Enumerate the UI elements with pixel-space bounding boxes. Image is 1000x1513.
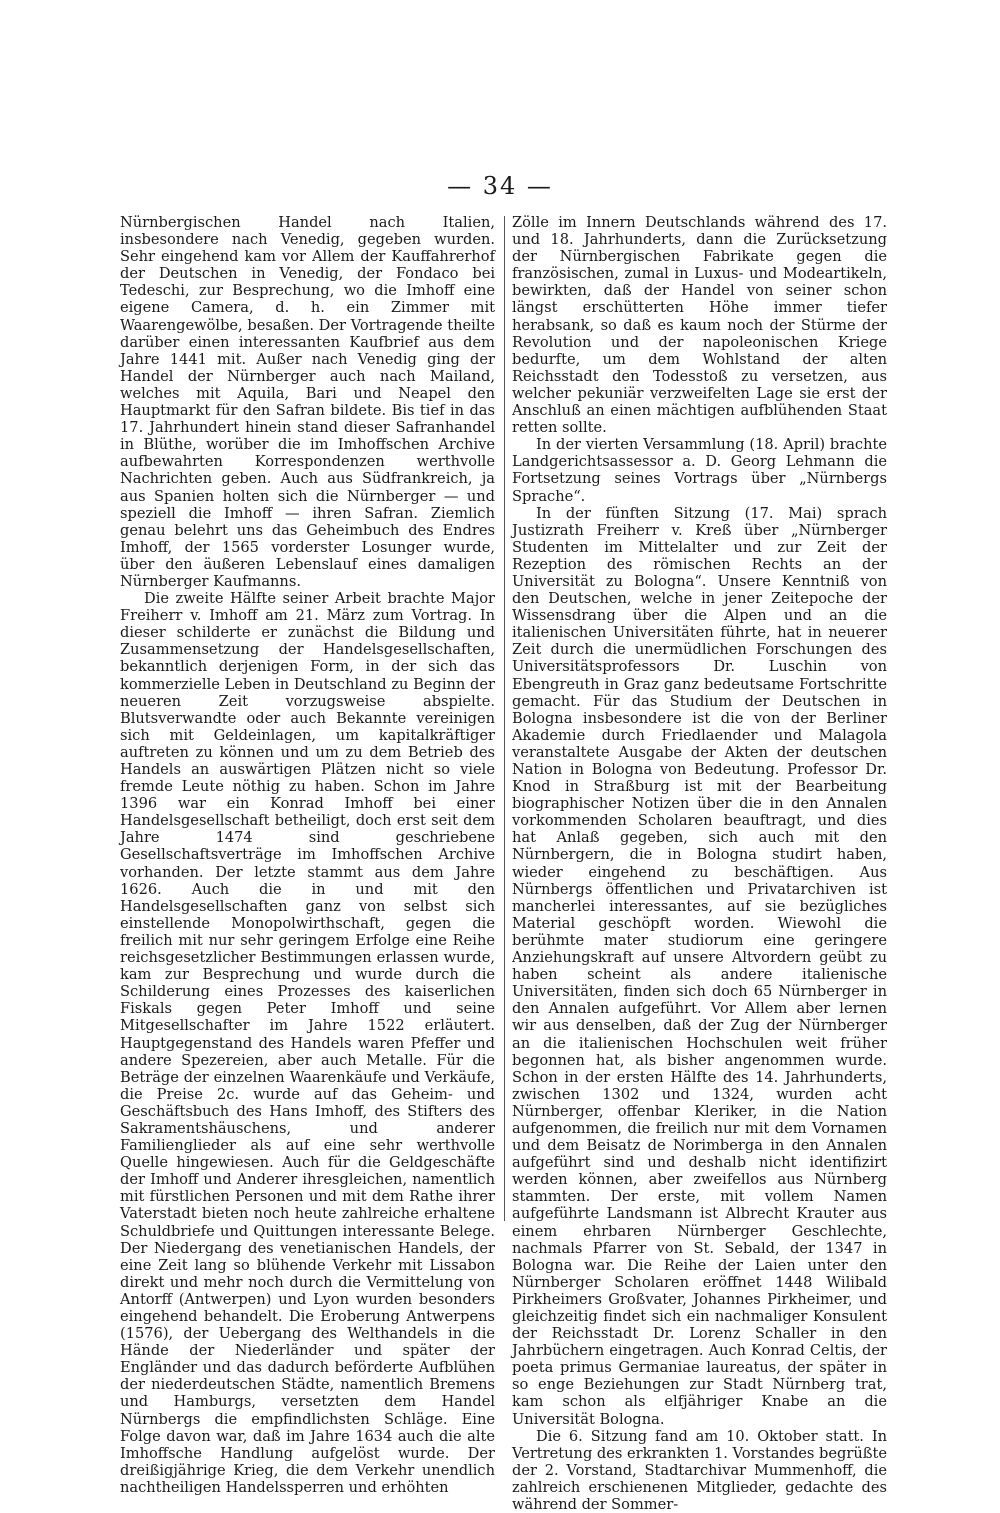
column-divider	[504, 216, 505, 1221]
right-paragraph-3: In der fünften Sitzung (17. Mai) sprach Justizrath Freiherr v. Kreß über „Nürnberger Studenten im Mittelalter und zur Zeit der Rezeption des römischen Rechts an der Universität zu Bologna“. Unsere Kenntniß von den Deutschen, welche in jener Zeitepoche der Wissensdrang über die Alpen und an die italienischen Universitäten führte, hat in neuerer Zeit durch die unermüdlichen Forschungen des Universitätsprofessors Dr. Luschin von Ebengreuth in Graz ganz bedeutsame Fortschritte gemacht. Für das Studium der Deutschen in Bologna insbesondere ist die von der Berliner Akademie durch Friedlaender und Malagola veranstaltete Ausgabe der Akten der deutschen Nation in Bologna von Bedeutung. Professor Dr. Knod in Straßburg ist mit der Bearbeitung biographischer Notizen über die in den Annalen vorkommenden Scholaren beauftragt, und dies hat Anlaß gegeben, sich auch mit den Nürnbergern, die in Bologna studirt haben, wieder eingehend zu beschäftigen. Aus Nürnbergs öffentlichen und Privatarchiven ist mancherlei interessantes, auf sie bezügliches Material geschöpft worden. Wiewohl die berühmte mater studiorum eine geringere Anziehungskraft auf unsere Altvordern geübt zu haben scheint als andere italienische Universitäten, finden sich doch 65 Nürnberger in den Annalen aufgeführt. Vor Allem aber lernen wir aus denselben, daß der Zug der Nürnberger an die italienischen Hochschulen weit früher begonnen hat, als bisher angenommen wurde. Schon in der ersten Hälfte des 14. Jahrhunderts, zwischen 1302 und 1324, wurden acht Nürnberger, offenbar Kleriker, in die Nation aufgenommen, die freilich nur mit dem Vornamen und dem Beisatz de Norimberga in den Annalen aufgeführt sind und deshalb nicht identifizirt werden können, aber zweifellos aus Nürnberg stammten. Der erste, mit vollem Namen aufgeführte Landsmann ist Albrecht Krauter aus einem ehrbaren Nürnberger Geschlechte, nachmals Pfarrer von St. Sebald, der 1347 in Bologna war. Die Reihe der Laien unter den Nürnberger Scholaren eröffnet 1448 Wilibald Pirkheimers Großvater, Johannes Pirkheimer, und gleichzeitig findet sich ein nachmaliger Konsulent der Reichsstadt Dr. Lorenz Schaller in den Jahrbüchern eingetragen. Auch Konrad Celtis, der poeta primus Germaniae laureatus, der später in so enge Beziehungen zur Stadt Nürnberg trat, kam schon als elfjähriger Knabe an die Universität Bologna.	[512, 504, 887, 1428]
right-column	[512, 214, 887, 1513]
page-number: — 34 —	[447, 172, 553, 200]
left-paragraph-2: Die zweite Hälfte seiner Arbeit brachte Major Freiherr v. Imhoff am 21. März zum Vortrag. In dieser schilderte er zunächst die Bildung und Zusammensetzung der Handelsgesellschaften, bekanntlich derjenigen Form, in der sich das kommerzielle Leben in Deutschland zu Beginn der neueren Zeit vorzugsweise abspielte. Blutsverwandte oder auch Bekannte vereinigen sich mit Geldeinlagen, um kapitalkräftiger auftreten zu können und um zu dem Betrieb des Handels an auswärtigen Plätzen nicht so viele fremde Leute nöthig zu haben. Schon im Jahre 1396 war ein Konrad Imhoff bei einer Handelsgesellschaft betheiligt, doch erst seit dem Jahre 1474 sind geschriebene Gesellschaftsverträge im Imhoffschen Archive vorhanden. Der letzte stammt aus dem Jahre 1626. Auch die in und mit den Handelsgesellschaften ganz von selbst sich einstellende Monopolwirthschaft, gegen die freilich mit nur sehr geringem Erfolge eine Reihe reichsgesetzlicher Bestimmungen erlassen wurde, kam zur Besprechung und wurde durch die Schilderung eines Prozesses des kaiserlichen Fiskals gegen Peter Imhoff und seine Mitgesellschafter im Jahre 1522 erläutert. Hauptgegenstand des Handels waren Pfeffer und andere Spezereien, aber auch Metalle. Für die Beträge der einzelnen Waarenkäufe und Verkäufe, die Preise 2c. wurde auf das Geheim- und Geschäftsbuch des Hans Imhoff, des Stifters des Sakramentshäuschens, und anderer Familienglieder als auf eine sehr werthvolle Quelle hingewiesen. Auch für die Geldgeschäfte der Imhoff und Anderer ihresgleichen, namentlich mit fürstlichen Personen und mit dem Rathe ihrer Vaterstadt bieten noch heute zahlreiche erhaltene Schuldbriefe und Quittungen interessante Belege. Der Niedergang des venetianischen Handels, der eine Zeit lang so blühende Verkehr mit Lissabon direkt und mehr noch durch die Vermittelung von Antorff (Antwerpen) und Lyon wurden besonders eingehend behandelt. Die Eroberung Antwerpens (1576), der Uebergang des Welthandels in die Hände der Niederländer und später der Engländer und das dadurch beförderte Aufblühen der niederdeutschen Städte, namentlich Bremens und Hamburgs, versetzten dem Handel Nürnbergs die empfindlichsten Schläge. Eine Folge davon war, daß im Jahre 1634 auch die alte Imhoffsche Handlung aufgelöst wurde. Der dreißigjährige Krieg, die dem Verkehr unendlich nachtheiligen Handelssperren und erhöhten	[120, 590, 495, 1496]
left-paragraph-1: Nürnbergischen Handel nach Italien, insbesondere nach Venedig, gegeben wurden. Sehr eingehend kam vor Allem der Kauffahrerhof der Deutschen in Venedig, der Fondaco bei Tedeschi, zur Besprechung, wo die Imhoff eine eigene Camera, d. h. ein Zimmer mit Waarengewölbe, besaßen. Der Vortragende theilte darüber einen interessanten Kaufbrief aus dem Jahre 1441 mit. Außer nach Venedig ging der Handel der Nürnberger auch nach Mailand, welches mit Aquila, Bari und Neapel den Hauptmarkt für den Safran bildete. Bis tief in das 17. Jahrhundert hinein stand dieser Safranhandel in Blüthe, worüber die im Imhoffschen Archive aufbewahrten Korrespondenzen werthvolle Nachrichten geben. Auch aus Südfrankreich, ja aus Spanien holten sich die Nürnberger — und speziell die Imhoff — ihren Safran. Ziemlich genau belehrt uns das Geheimbuch des Endres Imhoff, der 1565 vorderster Losunger wurde, über den äußeren Lebenslauf eines damaligen Nürnberger Kaufmanns.	[120, 214, 495, 590]
right-paragraph-2: In der vierten Versammlung (18. April) brachte Landgerichtsassessor a. D. Georg Lehmann die Fortsetzung seines Vortrags über „Nürnbergs Sprache“.	[512, 436, 887, 505]
right-paragraph-1: Zölle im Innern Deutschlands während des 17. und 18. Jahrhunderts, dann die Zurücksetzung der Nürnbergischen Fabrikate gegen die französischen, zumal in Luxus- und Modeartikeln, bewirkten, daß der Handel von seiner schon längst erschütterten Höhe immer tiefer herabsank, so daß es kaum noch der Stürme der Revolution und der napoleonischen Kriege bedurfte, um dem Wohlstand der alten Reichsstadt den Todesstoß zu versetzen, aus welcher pekuniär verzweifelten Lage sie erst der Anschluß an einen mächtigen aufblühenden Staat retten sollte.	[512, 214, 887, 437]
right-paragraph-4: Die 6. Sitzung fand am 10. Oktober statt. In Vertretung des erkrankten 1. Vorstandes begrüßte der 2. Vorstand, Stadtarchivar Mummenhoff, die zahlreich erschienenen Mitglieder, gedachte des während der Sommer-	[512, 1427, 887, 1513]
left-column	[120, 214, 495, 1496]
